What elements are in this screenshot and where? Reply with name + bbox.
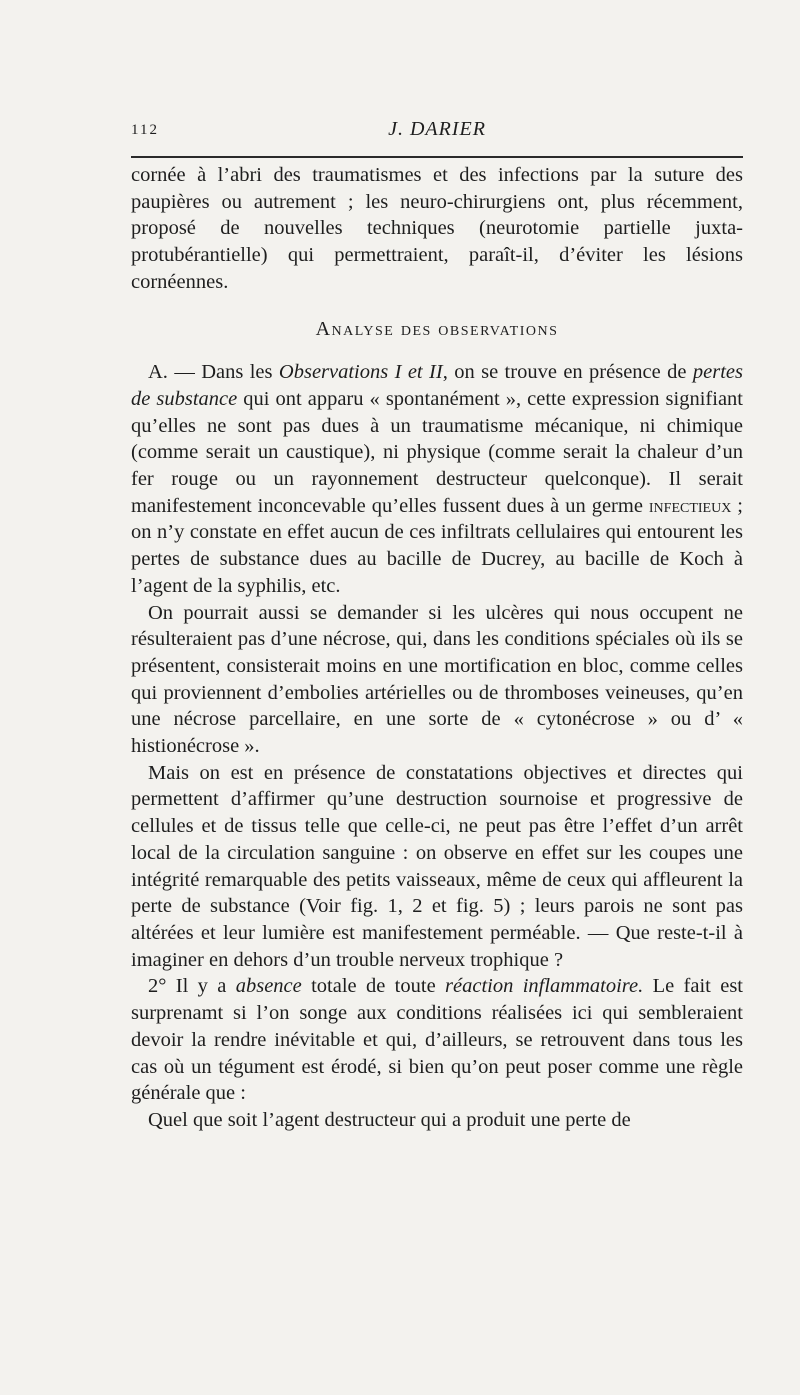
book-page <box>0 118 800 1395</box>
paragraph-a-text-2: , on se trouve en présence de <box>442 361 693 384</box>
paragraph-reaction-text-3: Le fait est surprenamt si l’on songe aux conditions réalisées ici qui sembleraient devoir la rendre inévitable et qui, d’ailleurs, se retrouvent dans tous les cas où un tégument est érodé, si bien qu’on peut poser comme une règle générale que : <box>131 975 743 1105</box>
paragraph-reaction-italic-inflammatoire: réaction inflammatoire. <box>445 975 644 998</box>
paragraph-a-italic-pertes: pertes de substance <box>131 361 743 410</box>
paragraph-reaction-text-1: 2° Il y a <box>148 975 236 998</box>
page-number: 112 <box>131 122 159 138</box>
paragraph-reaction-italic-absence: absence <box>235 975 302 998</box>
section-title: Analyse des observations <box>315 317 559 340</box>
header-rule <box>131 156 743 158</box>
paragraph-reaction <box>131 973 743 1107</box>
paragraph-a <box>131 359 743 599</box>
paragraph-a-italic-observations: Observations I et II <box>278 361 443 384</box>
paragraph-a-text-1: A. — Dans les <box>148 361 279 384</box>
paragraph-continuation: cornée à l’abri des traumatismes et des infections par la suture des paupières ou autrement ; les neuro-chirurgiens ont, plus récemment, proposé de nouvelles techniques (neurotomie partielle juxta-protubérantielle) qui permettraient, paraît-il, d’éviter les lésions cornéennes. <box>131 164 743 293</box>
paragraph-a-smallcaps-infectieux: infectieux <box>648 494 732 517</box>
page-header <box>131 118 743 158</box>
paragraph-constatations: Mais on est en présence de constatations objectives et directes qui permettent d’affirmer qu’une destruction sournoise et progressive de cellules et de tissus telle que celle-ci, ne peut pas être l’effet d’un arrêt local de la circulation sanguine : on observe en effet sur les coupes une intégrité remarquable des petits vaisseaux, même de ceux qui affleurent la perte de substance (Voir fig. 1, 2 et fig. 5) ; leurs parois ne sont pas altérées et leur lumière est manifestement perméable. — Que reste-t-il à imaginer en dehors d’un trouble nerveux trophique ? <box>131 761 743 971</box>
paragraph-a-text-3: qui ont apparu « spontanément », cette expression signifiant qu’elles ne sont pas dues à un traumatisme mécanique, ni chimique (comme serait un caustique), ni physique (comme serait la chaleur d’un fer rouge ou un rayonnement destructeur quelconque). Il serait manifestement inconcevable qu’elles fussent dues à un germe <box>131 387 743 517</box>
paragraph-necrose: On pourrait aussi se demander si les ulcères qui nous occupent ne résulteraient pas d’une nécrose, qui, dans les conditions spéciales où ils se présentent, consisterait moins en une mortification en bloc, comme celles qui proviennent d’embolies artérielles ou de thromboses veineuses, qu’en une nécrose parcellaire, en une sorte de « cytonécrose » ou d’ « histionécrose ». <box>131 601 743 758</box>
paragraph-reaction-text-2: totale de toute <box>301 975 446 998</box>
paragraph-agent: Quel que soit l’agent destructeur qui a produit une perte de <box>148 1108 631 1131</box>
paragraph-a-text-4: ; on n’y constate en effet aucun de ces infiltrats cellulaires qui entourent les pertes de substance dues au bacille de Ducrey, au bacille de Koch à l’agent de la syphilis, etc. <box>131 494 743 597</box>
running-head: J. DARIER <box>388 118 486 140</box>
body-text <box>131 162 743 1134</box>
